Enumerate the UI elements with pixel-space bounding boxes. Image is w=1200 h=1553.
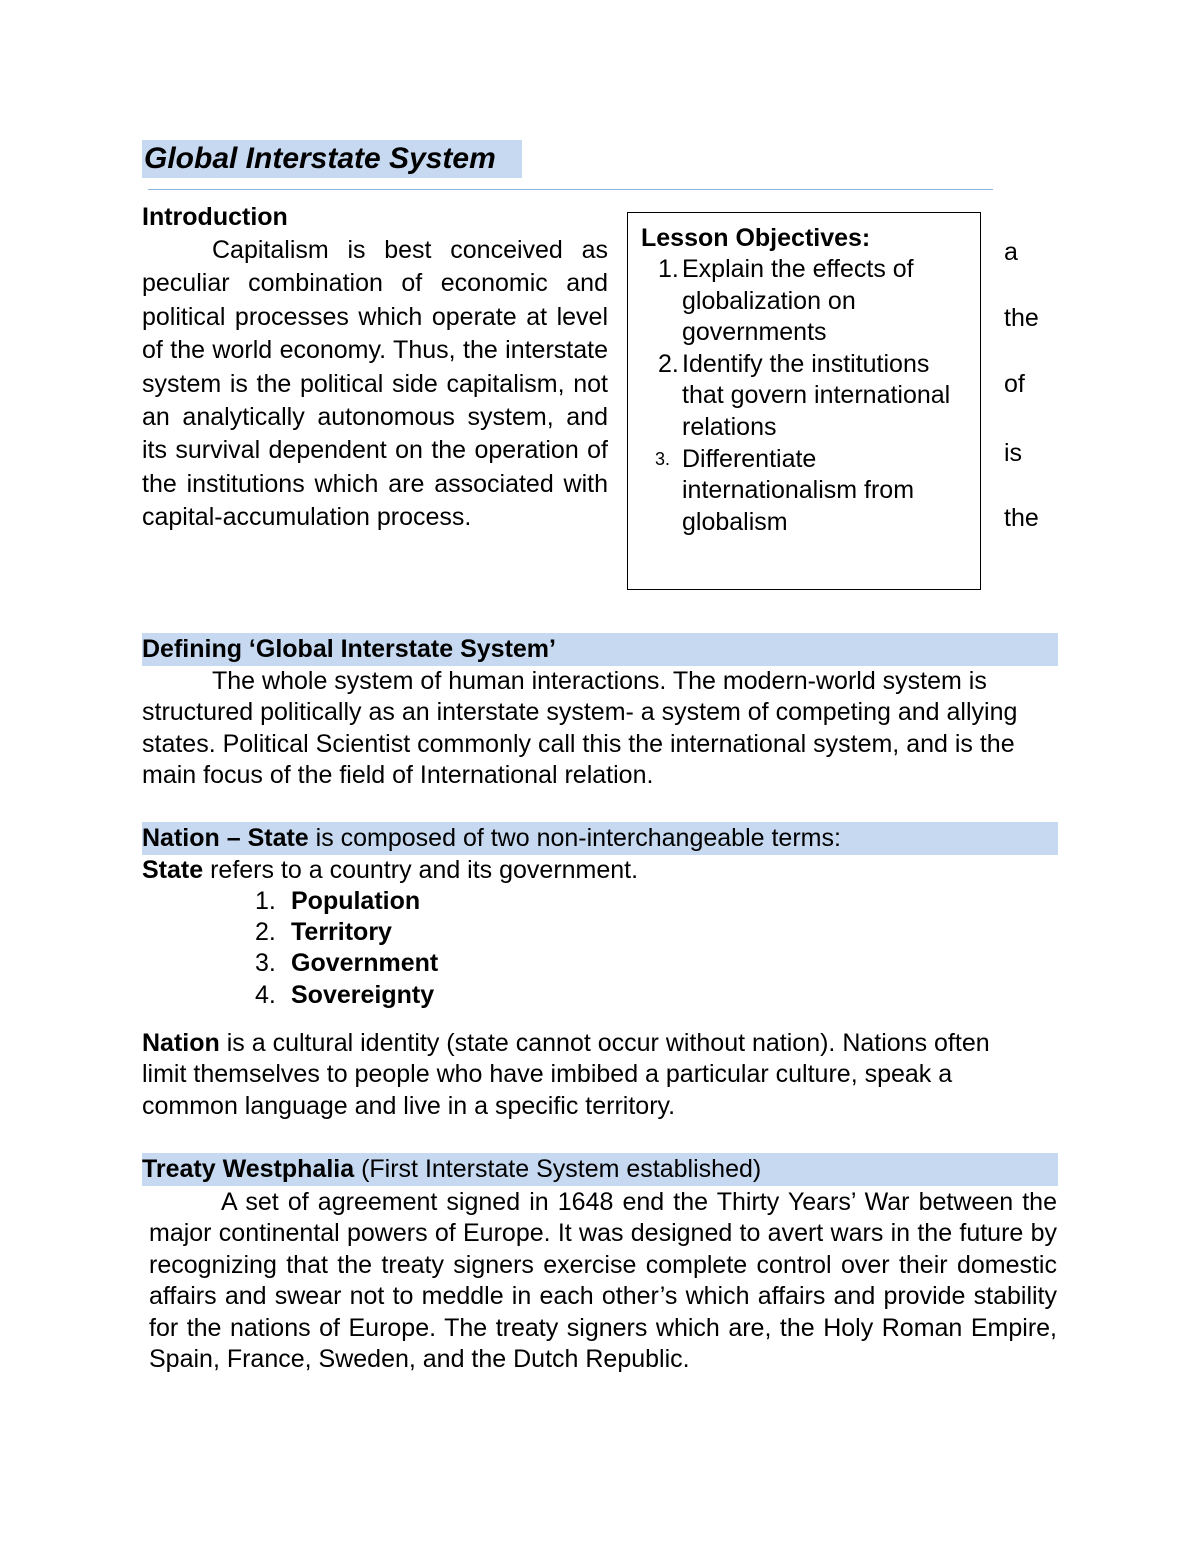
overflow-word: of <box>1004 370 1025 398</box>
westphalia-paragraph: A set of agreement signed in 1648 end the Thirty Years’ War between the major continental powers of Europe. It was designed to avert wars in the future by recognizing that the treaty signers exercise complete control over their domestic affairs and swear not to meddle in each other’s which affairs and provide stability for the nations of Europe. The treaty signers which are, the Holy Roman Empire, Spain, France, Sweden, and the Dutch Republic. <box>149 1188 1057 1374</box>
list-item: 3. Government <box>255 949 439 978</box>
overflow-word: the <box>1004 504 1039 532</box>
list-item: 1. Population <box>255 887 421 915</box>
list-item: 2. Identify the institutions that govern international relations <box>658 349 951 441</box>
westphalia-heading: Treaty Westphalia (First Interstate System established) <box>142 1153 1058 1186</box>
introduction-heading: Introduction <box>142 203 288 231</box>
introduction-paragraph <box>142 234 608 535</box>
overflow-word: the <box>1004 304 1039 332</box>
overflow-word: is <box>1004 439 1023 467</box>
lesson-objectives-box <box>627 212 981 590</box>
list-item: 1. Explain the effects of globalization on governments <box>658 255 914 347</box>
overflow-word: a <box>1004 238 1018 266</box>
defining-heading: Defining ‘Global Interstate System’ <box>142 633 1058 666</box>
state-elements-list <box>255 886 438 1011</box>
list-item: 4. Sovereignty <box>255 980 435 1009</box>
page-title: Global Interstate System <box>142 140 522 178</box>
lesson-objectives-heading: Lesson Objectives: <box>641 224 871 252</box>
title-underline <box>148 189 993 190</box>
nation-state-heading: Nation – State is composed of two non-interchangeable terms: <box>142 822 1058 855</box>
nation-definition: Nation is a cultural identity (state cannot occur without nation). Nations often limit themselves to people who have imbibed a particular culture, speak a common language and live in a specific territory. <box>142 1029 990 1120</box>
list-item: 2. Territory <box>255 918 392 947</box>
defining-paragraph: The whole system of human interactions. The modern-world system is structured politically as an interstate system- a system of competing and allying states. Political Scientist commonly call this the international system, and is the main focus of the field of International relation. <box>142 667 1018 790</box>
lesson-objectives-list <box>641 254 970 538</box>
list-item: 3. Differentiate internationalism from globalism <box>655 444 915 536</box>
state-definition: State refers to a country and its government. <box>142 856 639 884</box>
introduction-text: Capitalism is best conceived as peculiar combination of economic and political processes which operate at level of the world economy. Thus, the interstate system is the political side capitalism, not an analytically autonomous system, and its survival dependent on the operation of the institutions which are associated with capital-accumulation process. <box>142 236 608 532</box>
